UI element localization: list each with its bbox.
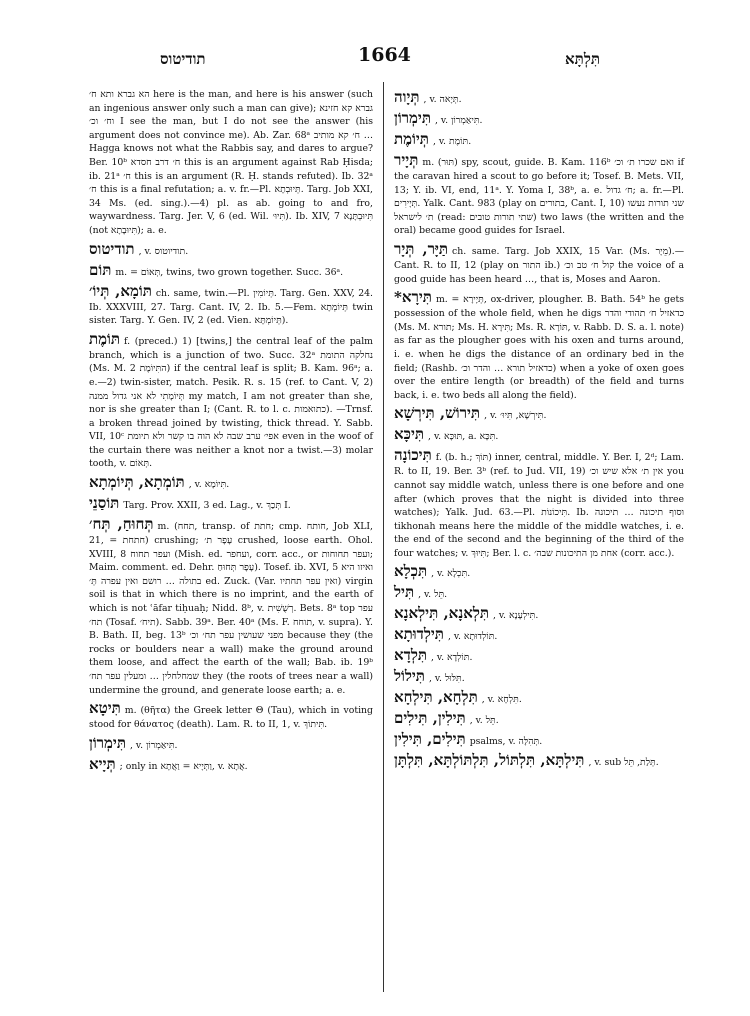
dictionary-entry [394,562,684,581]
entry-headword: תְּחוּחַ, תְּח׳ [89,515,154,534]
entry-text: psalms, v. תְּהִלָּה. [469,736,543,748]
dictionary-entry [394,130,684,149]
entry-headword: תִּילְתָּא, תִּלְתּוֹל, תִּלְתּוֹלְתָּא, תִּלְתָּן [394,751,585,770]
dictionary-entry [89,330,373,471]
entry-text: Targ. Prov. XXII, 3 ed. Lag., v. תְּכַךְ I. [123,500,291,512]
right-column [394,88,684,772]
entry-text: , v. תִּיאַמְרוֹן. [130,739,178,751]
entry-headword: תְּיוֹמֶת [394,130,429,148]
entry-text: , v. תּוֹמֶת. [432,136,472,147]
dictionary-entry [89,755,373,774]
entry-headword: תּוֹמָא, תְּיוֹ׳ [89,281,152,300]
entry-headword: תִּילִים, תִּילִין [394,730,466,749]
dictionary-entry [394,667,684,686]
entry-text: , v. תֵּל. [418,589,448,601]
dictionary-entry [394,240,684,286]
entry-text: m. = תְּאוֹם, twins, two grown together. Succ. 36ᵃ. [115,266,344,278]
entry-headword: תּוֹם [89,260,112,279]
entry-text: , v. תּוֹלְדָא. [431,652,473,664]
dictionary-entry [89,240,373,259]
entry-text: , v. תִּיאַמְרוֹן. [435,115,483,126]
entry-headword: תִּיכוֹנָה [394,446,432,465]
entry-headword: תִּיטָא [89,699,121,718]
dictionary-entry [394,646,684,665]
entry-headword: תִּלְדָא [394,646,428,665]
entry-text: , v. תּוּכָּא, a. תִּכָּא. [428,431,499,443]
dictionary-entry [89,515,373,697]
entry-headword: תּוֹמְתָא, תְּיוֹמְתָא [89,473,185,492]
dictionary-entry [394,709,684,728]
dictionary-entry [89,734,373,753]
entry-text: הא גברא ותא ח׳ here is the man, and here is his answer (such an ingenious answer only such a man can give); גברא קא חזינא וח׳ וכ׳ I see the man, but I do not see the answer (his argument does not convince me). Ab. Zar. 68ᵃ ח׳ קא מותיב … Hagga knows not what the Rabbis say, and dares to argue? Ber. 10ᵇ ח׳ דרב חסדא this is an argument against Rab Ḥisda; ib. 21ᵃ ח׳ this is an argument (R. Ḥ. stands refuted). Ib. 32ᵃ ח׳ this is a final refutation; a. v. fr.—Pl. תְּיוּבְתָא. Targ. Job XXI, 34 Ms. (ed. sing.).—4) pl. as ab. going to and fro, waywardness. Targ. Jer. V, 6 (ed. Wil. תִּיוּ׳). Ib. XIV, 7 תִּיוּבְתָּנָא (not תִּיוּבָתָא); a. e. [89,89,374,236]
entry-text: ch. same. Targ. Job XXIX, 15 Var. (Ms. מֵיָר).—Cant. R. to II, 12 (play on התור ib.) קול ח׳ טב וכ׳ the voice of a good guide has been heard …, that is, Moses and Aaron. [394,245,685,285]
dictionary-entry [89,261,373,280]
entry-text: f. (b. h.; תּוֹךְ) inner, central, middle. Y. Ber. I, 2ᵈ; Lam. R. to II, 19. Ber. 3ᵇ (ref. to Jud. VII, 19) אין ת׳ אלא שיש וכ׳ you cannot say middle watch, unless there is one before and one after (which proves that the night is divided into three watches); Yalk. Jud. 63.—Pl. תִּיכוֹנוֹת. Ib. וסוף תיכונה … תיכונה tikhonah means here the middle of the middle watches, i. e. the end of the second and the beginning of the third of the four watches; v. תִּיוּךְ; Ber. l. c. אחת מן התיכונות שבה׳ (corr. acc.). [394,452,685,559]
dictionary-entry [394,688,684,707]
entry-headword: תִּילְדוּתָא [394,625,444,644]
entry-headword: תִּלְחָא, תִּילְחָא [394,688,478,707]
entry-headword: תִּילוֹל [394,667,425,686]
entry-text: f. (preced.) 1) [twins,] the central leaf of the palm branch, which is a junction of two. Succ. 32ᵃ נחלקה התומת (Ms. M. 2 התִּיוֹמֶת) if the central leaf is split; B. Kam. 96ᵃ; a. e.—2) twin-sister, match. Pesik. R. s. 15 (ref. to Cant. V, 2) תְּיוֹמָתִי לא אני גדול ממנה my match, I am not greater than she, nor is she greater than I; (Cant. R. to l. c. כתואמות). —Trnsf. a broken thread joined by twisting, thick thread. Y. Sabb. VII, 10ᶜ אפי׳ ערב שבה לא הוה בו קשר ולא תיומת even in the woof of the curtain there was neither a knot nor a twist.—3) molar tooth, v. תְּאוֹם. [89,335,373,470]
page-number: 1664 [358,44,411,66]
dictionary-entry [394,446,684,560]
entry-headword: תִּימְרוֹן [89,733,127,752]
entry-text: , v. תּוֹלְדוּתָא. [447,631,498,643]
left-running-head: תודיטוס [160,50,206,68]
dictionary-entry [89,699,373,732]
entry-text: , v. תִּלּוּל. [428,673,465,685]
dictionary-entry [394,730,684,749]
entry-text: m. (תּוּר) spy, scout, guide. B. Kam. 116ᵇ ואם שכרו ת׳ וכ׳ if the caravan hired a scout to go before it; Tosef. B. Mets. VII, 13; Y. ib. VI, end, 11ᵃ. Y. Yoma I, 38ᵇ, a. e. ח׳ גדול; a. fr.—Pl. תְּיָירִים. Yalk. Cant. 983 (play on בתורים, Cant. I, 10) שני תורות נעשו ת׳ לישראל (read: שתי תורות טובים) two laws (the written and the oral) became good guides for Israel. [394,157,685,237]
right-running-head: תִּלְתָּא [565,50,600,68]
entry-text: , v. תִּירְשָׁא, תִּיוּ׳. [484,410,547,422]
dictionary-entry [394,583,684,602]
entry-headword: תּוֹמֶת [89,329,121,348]
entry-headword: תִּירָא* [394,288,432,307]
dictionary-entry [89,282,373,328]
page-header [90,44,660,74]
dictionary-entry [89,494,373,513]
entry-text: m. = תְּיָירָא, ox-driver, plougher. B. Bath. 54ᵇ he gets possession of the whole field, when he digs כדאזיל ח׳ תהודי והדר (Ms. M. תורא; Ms. H. תִּירָא; Ms. R. תּוֹרָא, v. Rabb. D. S. a. l. note) as far as the plougher goes with his oxen and turns around, i. e. when he digs the distance of an ordinary bed in the field; (Rashb. כדאזיל תורא … והדר וכ׳) when a yoke of oxen goes over the entire length (or breadth) of the field and turns back, i. e. two beds all along the field). [394,294,685,401]
entry-text: , v. sub תְּלַת, תֵּל. [588,757,659,769]
entry-headword: תְּיָוה [394,88,420,106]
entry-headword: תִּיכָּא [394,425,425,444]
entry-text: , v. תִּלְחָא. [481,694,522,706]
dictionary-entry [394,288,684,402]
entry-headword: תִּכְלָא [394,562,428,581]
entry-text: , v. תִּכְלָא. [431,568,471,580]
entry-headword: תְּיָיא [89,754,116,773]
entry-text: , v. תְּיָאה. [423,94,462,105]
entry-text: , v. תודיוטוס. [138,245,189,257]
entry-text: , v. תִּיוֹמָא. [188,479,230,491]
entry-text: m. (תחח, transp. of חתת; cmp. חותח, Job XLI, 21, = חתחת) crushing; עָפָר ת׳ crushed, loose earth. Ohol. XVIII, 8 ועפר תחוח (Mish. ed. ועחפר, corr. acc., or ועפר תחוחות; Maim. comment. ed. Dehr. עָפָר תְּחוּחַ). Tosef. ib. XVI, 5 ואיזו היא בתולה … רושם ואין עפרה תְּ׳ ed. Zuck. (Var. ואין עפר תחתיו) virgin soil is that in which there is no imprint, and the earth of which is not ʿāfar tiḥuaḥ; Nidd. 8ᵇ, v. רְשֻׁשִׁית. Bets. 8ᵃ top עפר תח׳ (Tosaf. תיח׳). Sabb. 39ᵃ. Ber. 40ᵃ (Ms. F. תוחח, v. supra). Y. B. Bath. II, beg. 13ᵇ מפני שעושין עפר תח׳ וכ׳ because they (the rocks or boulders near a wall) make the ground around them loose, and affect the earth of the wall; Bab. ib. 19ᵇ שמחלחלין … ומעלין עפר תח׳ they (the roots of trees near a wall) undermine the ground, and generate loose earth; a. e. [89,521,374,696]
entry-headword: תּוֹסַנֵי [89,494,120,513]
dictionary-entry [394,625,684,644]
column-divider [383,82,384,992]
entry-text: ch. same, twin.—Pl. תְּיוֹמִין. Targ. Gen. XXV, 24. Ib. XXXVIII, 27. Targ. Cant. IV, 2. Ib. 5.—Fem. תְּיוֹמְתָא twin sister. Targ. Y. Gen. IV, 2 (ed. Vien. תְּיוֹמְתָּא). [89,287,373,327]
entry-headword: תִּירוֹשׁ, תִּירְשָׁא [394,404,481,423]
dictionary-entry [394,425,684,444]
left-column [89,88,373,776]
entry-headword: תִּלְאנָא, תִּילְאנָא [394,604,489,623]
entry-headword: תִּילִין, תִּילִים [394,709,466,728]
entry-headword: תודיטוס [89,239,135,258]
entry-text: , v. תֵּל. [469,715,499,727]
dictionary-entry [394,404,684,423]
dictionary-entry [89,88,373,238]
entry-text: , v. תִּילְעָנָא. [493,610,539,622]
dictionary-entry [394,109,684,128]
entry-headword: תִּימְרוֹן [394,109,432,127]
entry-headword: תִּיל [394,583,415,602]
entry-text: m. (θῆτα) the Greek letter Θ (Tau), which in voting stood for θάνατος (death). Lam. R. to II, 1, v. תִּיתוֹךְ. [89,705,373,731]
dictionary-entry [394,604,684,623]
entry-headword: תְּיָיר [394,151,419,169]
dictionary-entry [394,751,684,770]
dictionary-entry [394,88,684,107]
entry-text: ; only in וַתְּיָיא = וַאֲתָא, v. אֲתָא. [119,760,248,772]
entry-headword: תַּיָּר, תְּיָר [394,239,449,258]
dictionary-entry [394,151,684,238]
dictionary-entry [89,473,373,492]
